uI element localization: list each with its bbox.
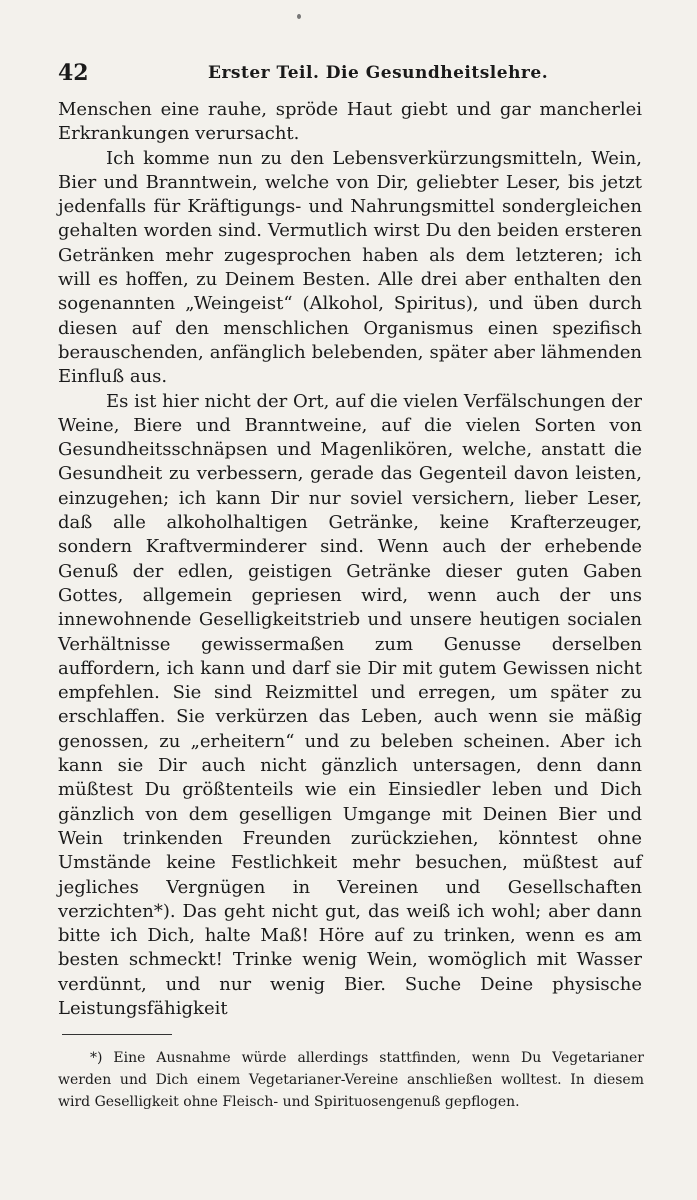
page-number: 42 bbox=[58, 60, 89, 86]
footnote: *) Eine Ausnahme würde allerdings stattfinden, wenn Du Vegetarianer werden und Dich einem Vegetarianer-Vereine anschließen wolltest. In diesem wird Geselligkeit ohne Fleisch- und Spirituosengenuß gepflogen. bbox=[58, 1050, 644, 1110]
body-text bbox=[58, 98, 642, 1021]
page-header bbox=[58, 56, 667, 90]
paragraph-continued: Menschen eine rauhe, spröde Haut giebt und gar mancherlei Erkrankungen verursacht. bbox=[58, 99, 642, 145]
paragraph-adulterations: Es ist hier nicht der Ort, auf die vielen Verfälschungen der Weine, Biere und Branntweine, auf die vielen Sorten von Gesundheitsschnäpsen und Magenlikören, welche, anstatt die Gesundheit zu verbessern, gerade das Gegenteil davon leisten, einzugehen; ich kann Dir nur soviel versichern, lieber Leser, daß alle alkoholhaltigen Getränke, keine Krafterzeuger, sondern Kraftverminderer sind. Wenn auch der erhebende Genuß der edlen, geistigen Getränke dieser guten Gaben Gottes, allgemein gepriesen wird, wenn auch der uns innewohnende Geselligkeitstrieb und unsere heutigen socialen Verhältnisse gewissermaßen zum Genusse derselben auffordern, ich kann und darf sie Dir mit gutem Gewissen nicht empfehlen. Sie sind Reizmittel und erregen, um später zu erschlaffen. Sie verkürzen das Leben, auch wenn sie mäßig genossen, zu „erheitern“ und zu beleben scheinen. Aber ich kann sie Dir auch nicht gänzlich untersagen, denn dann müßtest Du größtenteils wie ein Einsiedler leben und Dich gänzlich von dem geselligen Umgange mit Deinen Bier und Wein trinkenden Freunden zurückziehen, könntest ohne Umstände keine Festlichkeit mehr besuchen, müßtest auf jegliches Vergnügen in Vereinen und Gesellschaften verzichten*). Das geht nicht gut, das weiß ich wohl; aber dann bitte ich Dich, halte Maß! Höre auf zu trinken, wenn es am besten schmeckt! Trinke wenig Wein, womöglich mit Wasser verdünnt, und nur wenig Bier. Suche Deine physische Leistungsfähigkeit bbox=[58, 390, 642, 1019]
footnote-rule bbox=[62, 1034, 172, 1035]
running-head: Erster Teil. Die Gesundheitslehre. bbox=[208, 63, 549, 83]
print-speck bbox=[297, 14, 301, 19]
paragraph-stimulants: Ich komme nun zu den Lebensverkürzungsmitteln, Wein, Bier und Branntwein, welche von Dir, geliebter Leser, bis jetzt jedenfalls für Kräftigungs- und Nahrungsmittel sondergleichen gehalten worden sind. Vermutlich wirst Du den beiden ersteren Getränken mehr zugesprochen haben als dem letzteren; ich will es hoffen, zu Deinem Besten. Alle drei aber enthalten den sogenannten „Weingeist“ (Alkohol, Spiritus), und üben durch diesen auf den menschlichen Organismus einen spezifisch berauschenden, anfänglich belebenden, später aber lähmenden Einfluß aus. bbox=[58, 147, 642, 388]
